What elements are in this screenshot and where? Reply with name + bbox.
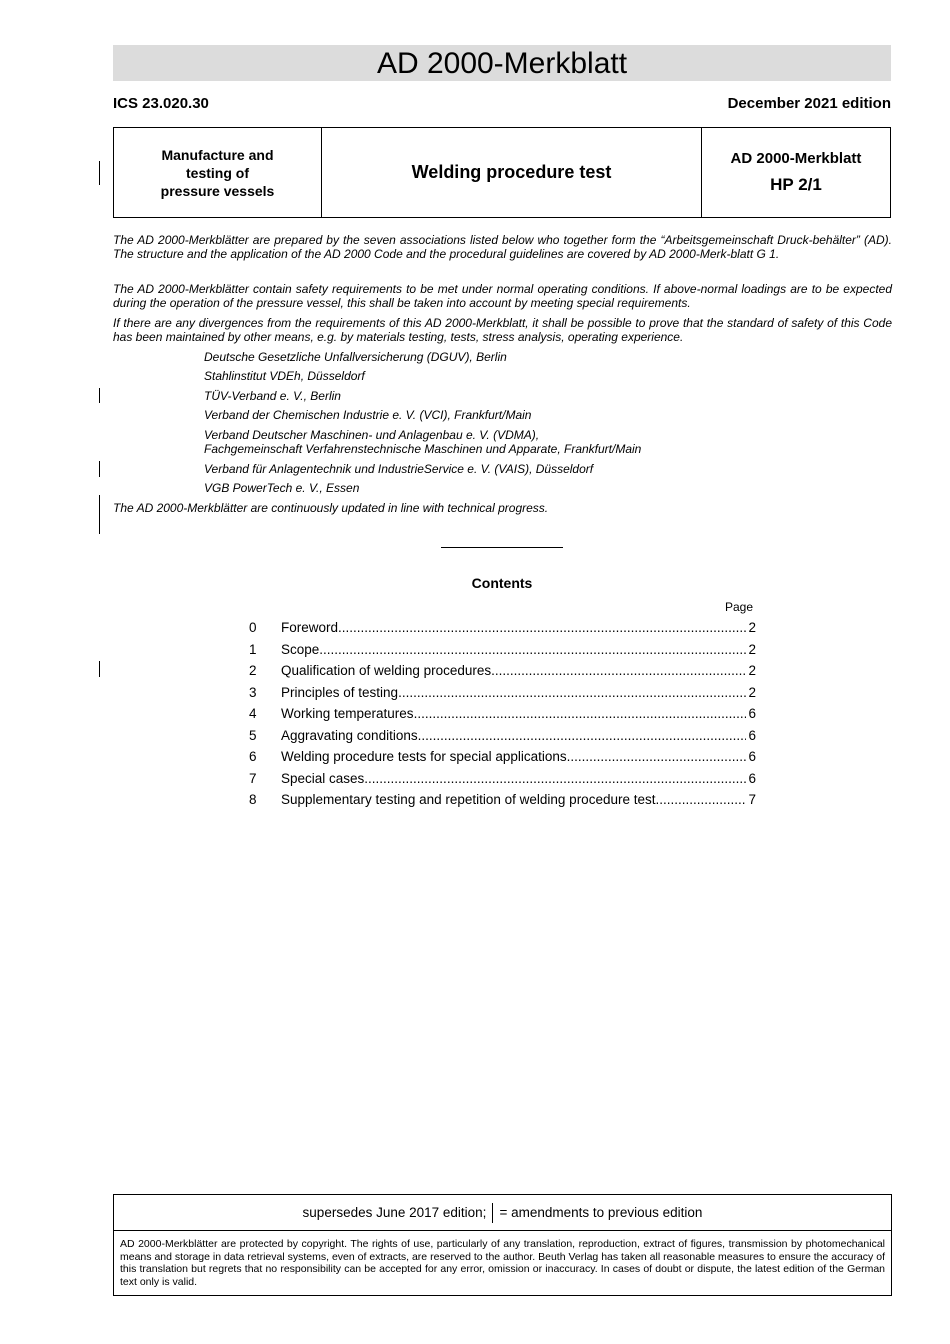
- toc-entry[interactable]: [249, 706, 756, 726]
- toc-number: 5: [249, 728, 257, 743]
- toc-entry[interactable]: [249, 685, 756, 705]
- toc-leader: [398, 685, 746, 700]
- separator-line: [441, 547, 563, 548]
- copyright-notice: AD 2000-Merkblätter are protected by copyright. The rights of use, particularly of any translation, reproduction, extract of figures, transmission by photomechanical means and storage in data retrieval systems, even of extracts, are reserved to the author. Beuth Verlag has taken all reasonable measures to ensure the accuracy of this translation but regrets that no responsibility can be accepted for any error, omission or inaccuracy. In cases of doubt or dispute, the latest edition of the German text only is valid.: [120, 1238, 885, 1288]
- supersedes-notice: [114, 1195, 891, 1231]
- toc-leader: [567, 749, 747, 764]
- toc-number: 7: [249, 771, 257, 786]
- document-code: HP 2/1: [770, 175, 822, 194]
- toc-entry[interactable]: [249, 771, 756, 791]
- toc-entry[interactable]: [249, 620, 756, 640]
- subject-cell: [114, 128, 322, 217]
- toc-page: 2: [748, 642, 756, 657]
- intro-paragraph: The AD 2000-Merkblätter are prepared by the seven associations listed below who together form the “Arbeitsgemeinschaft Druck-behälter” (AD). The structure and the application of the AD 2000 Code and the procedural guidelines are covered by AD 2000-Merk-blatt G 1.: [113, 233, 892, 261]
- toc-leader: [655, 792, 746, 807]
- footer-box: [113, 1194, 892, 1296]
- toc-leader: [414, 706, 747, 721]
- association-item: Verband für Anlagentechnik und IndustrieService e. V. (VAIS), Düsseldorf: [204, 462, 594, 476]
- document-subject-title: Welding procedure test: [322, 128, 702, 217]
- toc-page: 6: [748, 728, 756, 743]
- ics-code: ICS 23.020.30: [113, 95, 209, 112]
- toc-page: 2: [748, 663, 756, 678]
- edition-date: December 2021 edition: [727, 95, 891, 112]
- toc-number: 0: [249, 620, 257, 635]
- toc-leader: [418, 728, 747, 743]
- toc-page: 6: [748, 749, 756, 764]
- toc-page: 7: [748, 792, 756, 807]
- intro-paragraph: The AD 2000-Merkblätter contain safety requirements to be met under normal operating conditions. If above-normal loadings are to be expected during the operation of the pressure vessel, this shall be taken into account by meeting special requirements.: [113, 282, 892, 310]
- amendment-bar-icon: [492, 1203, 493, 1223]
- document-title: AD 2000-Merkblatt: [113, 45, 891, 81]
- toc-title: Aggravating conditions: [281, 728, 418, 743]
- header-table: [113, 127, 891, 218]
- association-item: Verband der Chemischen Industrie e. V. (VCI), Frankfurt/Main: [204, 408, 532, 422]
- toc-title: Foreword: [281, 620, 339, 635]
- toc-entry[interactable]: [249, 728, 756, 748]
- subject-line: Manufacture and: [161, 146, 274, 163]
- intro-paragraph: If there are any divergences from the requirements of this AD 2000-Merkblatt, it shall be possible to prove that the standard of safety of this Code has been maintained by other means, e.g. by materials testing, tests, stress analysis, operating experience.: [113, 316, 892, 344]
- document-code-cell: [702, 128, 890, 217]
- toc-number: 4: [249, 706, 257, 721]
- toc-entry[interactable]: [249, 642, 756, 662]
- change-bar: [99, 495, 100, 534]
- toc-title: Welding procedure tests for special applications: [281, 749, 567, 764]
- toc-title: Supplementary testing and repetition of welding procedure test: [281, 792, 656, 807]
- subject-line: pressure vessels: [160, 182, 275, 199]
- toc-number: 2: [249, 663, 257, 678]
- association-item: Fachgemeinschaft Verfahrenstechnische Maschinen und Apparate, Frankfurt/Main: [204, 442, 642, 456]
- toc-leader: [364, 771, 746, 786]
- toc-leader: [491, 663, 746, 678]
- change-bar: [99, 661, 100, 677]
- toc-page: 6: [748, 771, 756, 786]
- change-bar: [99, 388, 100, 403]
- association-item: Stahlinstitut VDEh, Düsseldorf: [204, 369, 365, 383]
- association-item: Verband Deutscher Maschinen- und Anlagenbau e. V. (VDMA),: [204, 428, 540, 442]
- toc-leader: [319, 642, 746, 657]
- toc-title: Qualification of welding procedures: [281, 663, 492, 678]
- document-series: AD 2000-Merkblatt: [730, 150, 862, 167]
- association-item: VGB PowerTech e. V., Essen: [204, 481, 360, 495]
- contents-heading: Contents: [471, 575, 533, 591]
- change-bar: [99, 161, 100, 185]
- supersedes-text: supersedes June 2017 edition;: [302, 1205, 487, 1220]
- page-column-label: Page: [725, 600, 754, 614]
- toc-title: Special cases: [281, 771, 365, 786]
- closing-note: The AD 2000-Merkblätter are continuously updated in line with technical progress.: [113, 501, 549, 515]
- toc-page: 6: [748, 706, 756, 721]
- subject-line: testing of: [186, 164, 249, 181]
- association-item: TÜV-Verband e. V., Berlin: [204, 389, 341, 403]
- toc-title: Principles of testing: [281, 685, 399, 700]
- toc-number: 6: [249, 749, 257, 764]
- toc-entry[interactable]: [249, 663, 756, 683]
- toc-number: 3: [249, 685, 257, 700]
- toc-entry[interactable]: [249, 792, 756, 812]
- toc-number: 1: [249, 642, 257, 657]
- toc-page: 2: [748, 685, 756, 700]
- toc-title: Working temperatures: [281, 706, 414, 721]
- toc-title: Scope: [281, 642, 320, 657]
- toc-entry[interactable]: [249, 749, 756, 769]
- amendments-legend: = amendments to previous edition: [499, 1205, 703, 1220]
- association-item: Deutsche Gesetzliche Unfallversicherung (DGUV), Berlin: [204, 350, 507, 364]
- change-bar: [99, 461, 100, 477]
- toc-page: 2: [748, 620, 756, 635]
- toc-leader: [338, 620, 746, 635]
- toc-number: 8: [249, 792, 257, 807]
